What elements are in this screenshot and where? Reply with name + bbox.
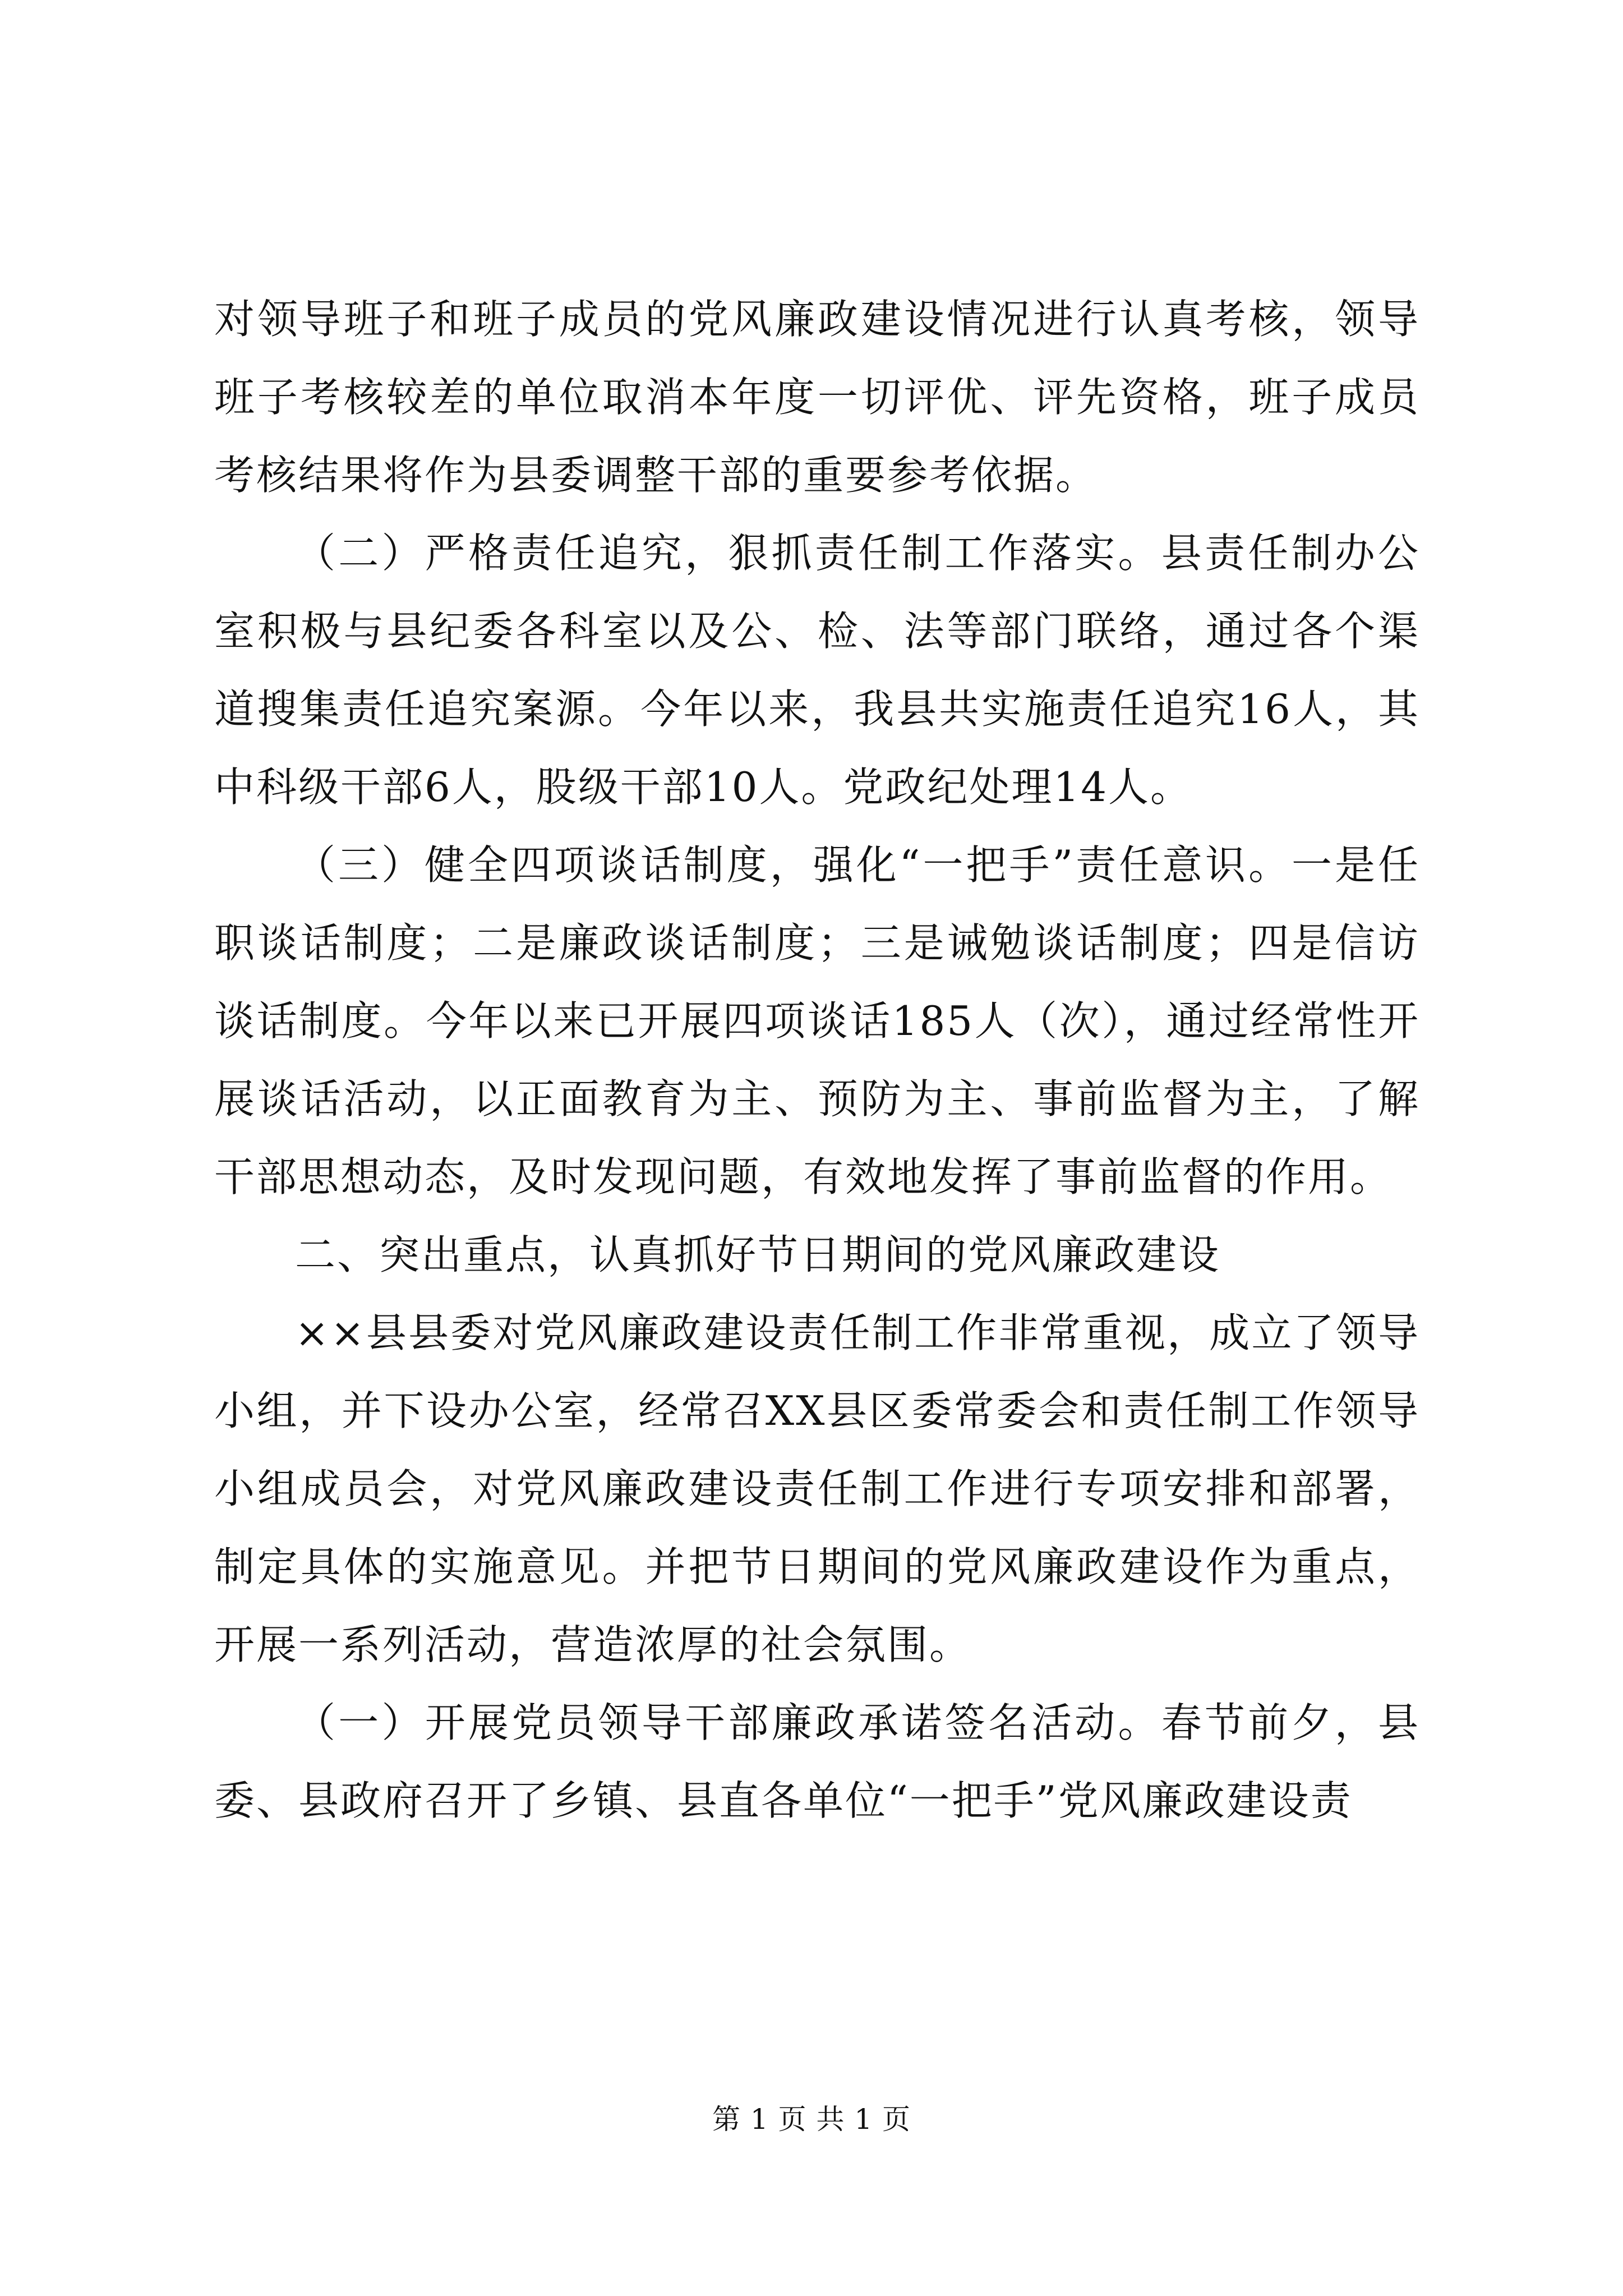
page-footer: 第 1 页 共 1 页 (712, 2103, 911, 2136)
paragraph-county-committee: ××县县委对党风廉政建设责任制工作非常重视，成立了领导小组，并下设办公室，经常召XX县区委常委会和责任制工作领导小组成员会，对党风廉政建设责任制工作进行专项安排和部署，制定具体的实施意见。并把节日期间的党风廉政建设作为重点，开展一系列活动，营造浓厚的社会氛围。 (214, 1309, 1420, 1668)
paragraph-accountability: （二）严格责任追究，狠抓责任制工作落实。县责任制办公室积极与县纪委各科室以及公、检、法等部门联络，通过各个渠道搜集责任追究案源。今年以来，我县共实施责任追究16人，其中科级干部6人，股级干部10人。党政纪处理14人。 (214, 530, 1420, 811)
section-heading-holiday: 二、突出重点，认真抓好节日期间的党风廉政建设 (295, 1231, 1221, 1278)
paragraph-assessment: 对领导班子和班子成员的党风廉政建设情况进行认真考核，领导班子考核较差的单位取消本年度一切评优、评先资格，班子成员考核结果将作为县委调整干部的重要参考依据。 (214, 296, 1420, 499)
paragraph-pledge-signing: （一）开展党员领导干部廉政承诺签名活动。春节前夕，县委、县政府召开了乡镇、县直各单位“一把手”党风廉政建设责 (214, 1699, 1420, 1824)
document-body (214, 280, 1420, 1840)
paragraph-talk-system: （三）健全四项谈话制度，强化“一把手”责任意识。一是任职谈话制度；二是廉政谈话制度；三是诫勉谈话制度；四是信访谈话制度。今年以来已开展四项谈话185人（次），通过经常性开展谈话活动，以正面教育为主、预防为主、事前监督为主，了解干部思想动态，及时发现问题，有效地发挥了事前监督的作用。 (214, 841, 1420, 1200)
